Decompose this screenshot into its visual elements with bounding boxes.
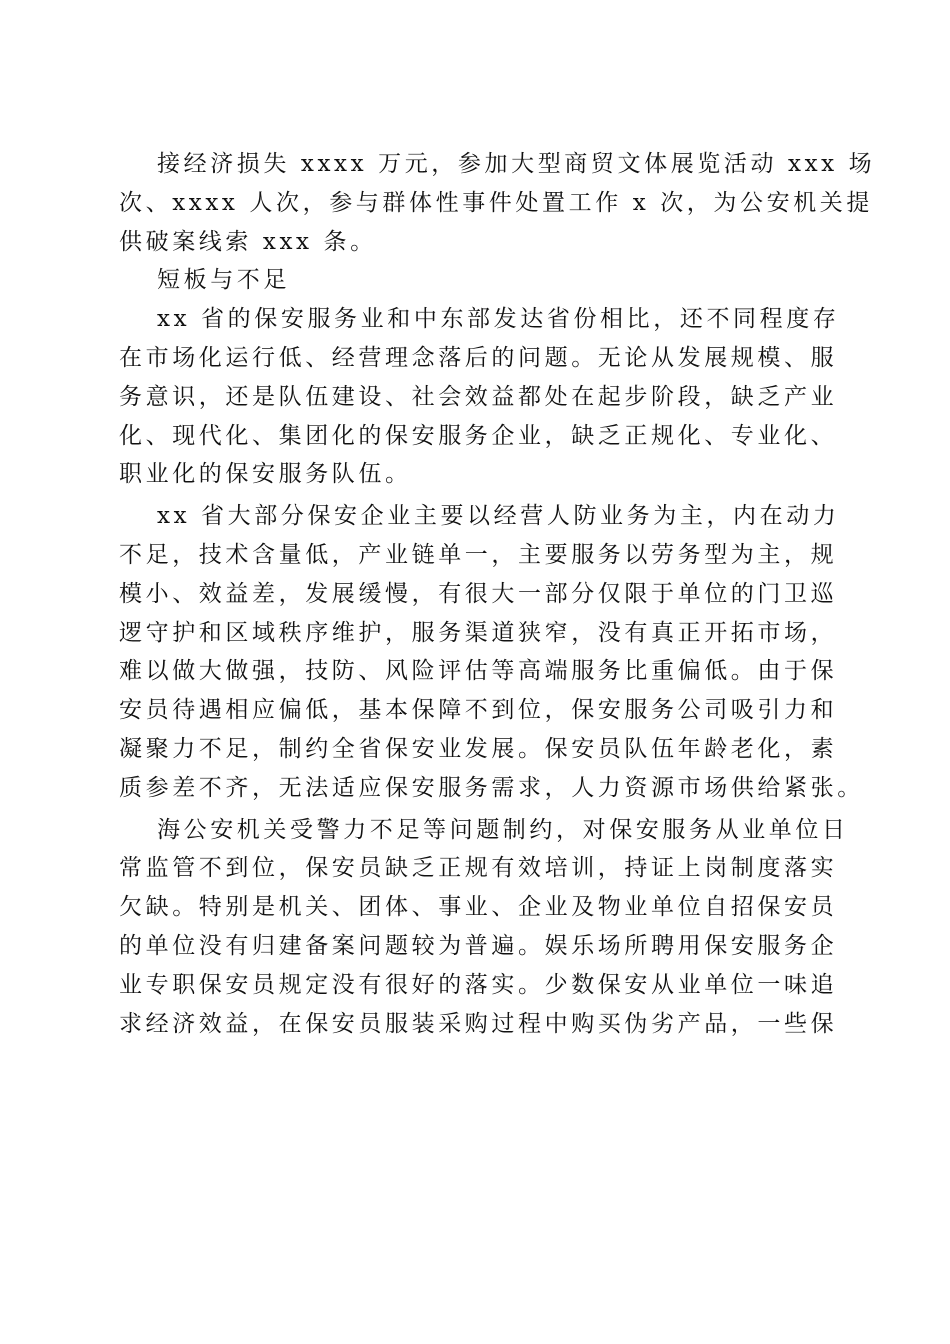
text-line: 次、xxxx 人次，参与群体性事件处置工作 x 次，为公安机关提 — [119, 189, 873, 216]
text-line: 质参差不齐，无法适应保安服务需求，人力资源市场供给紧张。 — [119, 774, 864, 801]
text-line: 凝聚力不足，制约全省保安业发展。保安员队伍年龄老化，素 — [119, 735, 838, 762]
text-line: 逻守护和区域秩序维护，服务渠道狭窄，没有真正开拓市场， — [119, 619, 838, 646]
text-line: 务意识，还是队伍建设、社会效益都处在起步阶段，缺乏产业 — [119, 383, 838, 410]
text-line: 安员待遇相应偏低，基本保障不到位，保安服务公司吸引力和 — [119, 697, 838, 724]
text-line: 模小、效益差，发展缓慢，有很大一部分仅限于单位的门卫巡 — [119, 580, 838, 607]
text-line: 的单位没有归建备案问题较为普遍。娱乐场所聘用保安服务企 — [119, 932, 838, 959]
text-line: 不足，技术含量低，产业链单一，主要服务以劳务型为主，规 — [119, 541, 838, 568]
text-line: 职业化的保安服务队伍。 — [119, 461, 412, 488]
text-line: xx 省大部分保安企业主要以经营人防业务为主，内在动力 — [157, 503, 840, 530]
text-line: 供破案线索 xxx 条。 — [119, 228, 377, 255]
text-line: 难以做大做强，技防、风险评估等高端服务比重偏低。由于保 — [119, 658, 838, 685]
text-line: 欠缺。特别是机关、团体、事业、企业及物业单位自招保安员 — [119, 894, 838, 921]
document-body — [119, 145, 876, 1043]
section-heading: 短板与不足 — [157, 267, 290, 294]
text-line: 接经济损失 xxxx 万元，参加大型商贸文体展览活动 xxx 场 — [157, 151, 876, 177]
text-line: 业专职保安员规定没有很好的落实。少数保安从业单位一味追 — [119, 971, 838, 998]
text-line: xx 省的保安服务业和中东部发达省份相比，还不同程度存 — [157, 306, 840, 333]
text-line: 常监管不到位，保安员缺乏正规有效培训，持证上岗制度落实 — [119, 855, 838, 882]
text-line: 海公安机关受警力不足等问题制约，对保安服务从业单位日 — [157, 816, 849, 843]
text-line: 求经济效益，在保安员服装采购过程中购买伪劣产品，一些保 — [119, 1010, 838, 1037]
text-line: 在市场化运行低、经营理念落后的问题。无论从发展规模、服 — [119, 344, 838, 371]
text-line: 化、现代化、集团化的保安服务企业，缺乏正规化、专业化、 — [119, 422, 838, 449]
